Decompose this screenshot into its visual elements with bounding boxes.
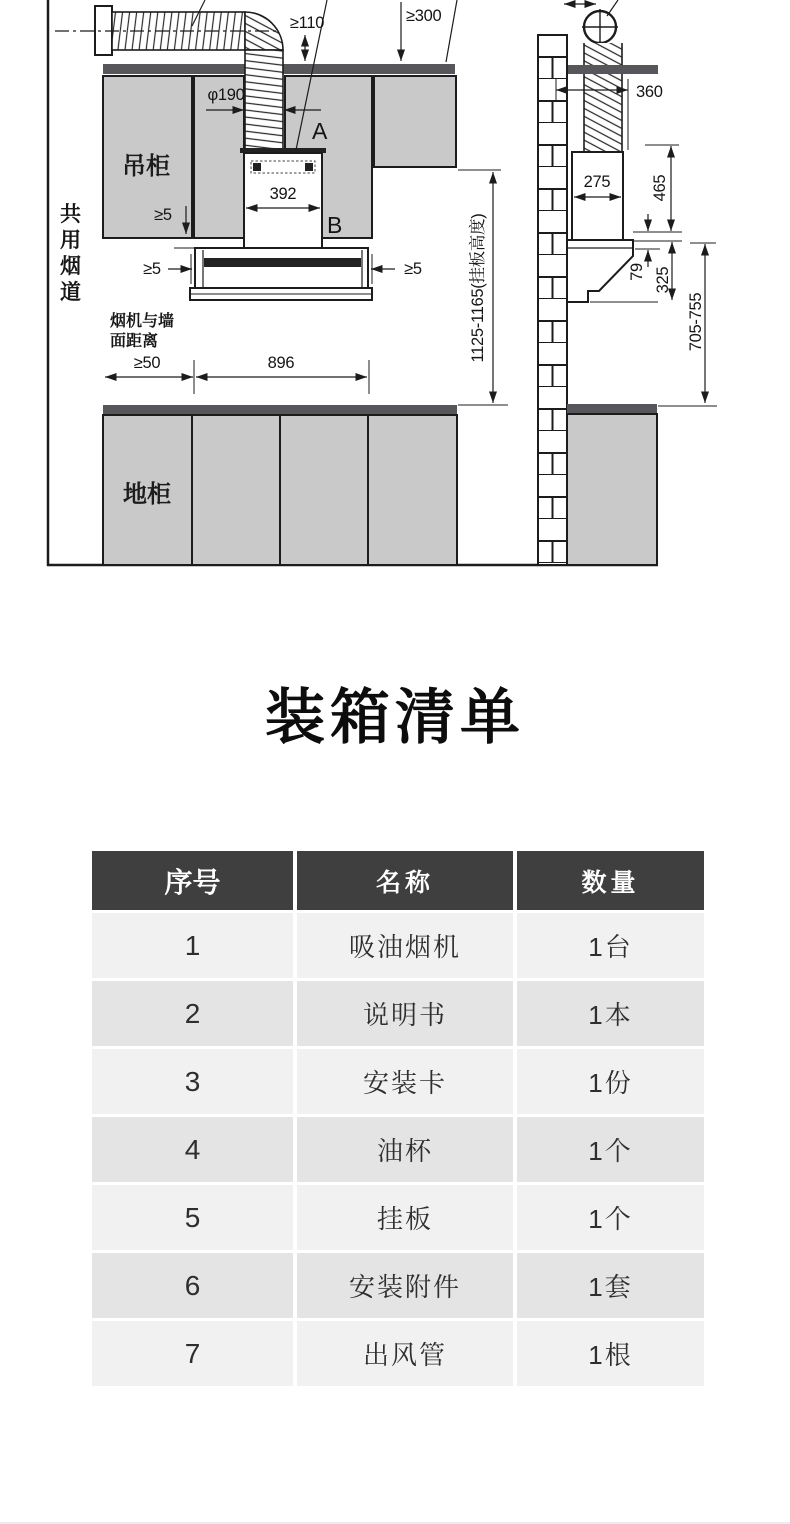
dim-outlet-width: 392 [269,185,297,203]
brick-wall [538,35,567,565]
countertop-slab-side [567,404,657,414]
table-row [92,981,704,1046]
mount-screw [305,163,313,171]
dim-duct-diameter: φ190 [207,86,245,104]
table-row [92,1321,704,1386]
row-name-cell: 说明书 [297,981,513,1046]
dim-chimney-depth: 275 [583,173,611,191]
row-name-cell: 出风管 [297,1321,513,1386]
dim-above-clearance: ≥300 [406,7,442,25]
base-cabinet-side [567,414,657,565]
dim-mounting-height: 1125-1165(挂板高度) [469,213,487,363]
countertop-slab [103,405,457,415]
point-a-label: A [312,118,328,144]
ceiling-slab-side [568,65,658,74]
hood-body-side [567,240,633,302]
side-duct [584,43,622,152]
packing-list [88,848,712,1389]
dim-top-section: 79 [628,263,646,281]
row-name-cell: 安装卡 [297,1049,513,1114]
base-cabinet-label: 地柜 [123,481,171,508]
column-header-qty: 数量 [517,851,704,910]
shared-flue-label: 共用烟道 [60,203,81,304]
column-header-name: 名称 [297,851,513,910]
table-row [92,1253,704,1318]
table-row [92,913,704,978]
dim-chimney-height: 465 [651,174,669,202]
dim-side-gap-left: ≥5 [143,260,161,278]
row-no-cell: 7 [92,1321,293,1386]
row-no-cell: 5 [92,1185,293,1250]
vertical-duct [245,50,283,150]
row-no-cell: 3 [92,1049,293,1114]
row-name-cell: 吸油烟机 [297,913,513,978]
row-qty-cell: 1个 [517,1117,704,1182]
wall-cabinet-label: 吊柜 [122,153,170,180]
dim-duct-to-ceiling: ≥110 [289,14,325,32]
row-qty-cell: 1份 [517,1049,704,1114]
hood-body [195,248,368,288]
table-row [92,1049,704,1114]
packing-list-table [88,848,708,1389]
table-row [92,1185,704,1250]
dim-cabinet-gap: ≥5 [154,206,172,224]
installation-diagram-svg [0,0,790,600]
row-qty-cell: 1台 [517,913,704,978]
row-qty-cell: 1套 [517,1253,704,1318]
table-header-row [92,851,704,910]
row-qty-cell: 1根 [517,1321,704,1386]
packing-list-title: 装箱清单 [265,684,525,751]
hood-chimney-side [572,152,623,240]
row-no-cell: 6 [92,1253,293,1318]
row-qty-cell: 1本 [517,981,704,1046]
point-b-label: B [327,212,343,238]
row-name-cell: 油杯 [297,1117,513,1182]
dim-wall-clearance: ≥50 [133,354,161,372]
dim-hood-width: 896 [267,354,295,372]
installation-diagram [0,0,790,600]
row-qty-cell: 1个 [517,1185,704,1250]
dim-side-gap-right: ≥5 [404,260,422,278]
hood-wall-distance-note: 烟机与墙面距离 [110,313,175,350]
dim-body-height: 325 [654,266,672,294]
row-no-cell: 4 [92,1117,293,1182]
row-name-cell: 安装附件 [297,1253,513,1318]
row-no-cell: 2 [92,981,293,1046]
table-row [92,1117,704,1182]
row-name-cell: 挂板 [297,1185,513,1250]
mount-screw [253,163,261,171]
column-header-no: 序号 [92,851,293,910]
dim-total-depth: 360 [636,83,663,101]
row-no-cell: 1 [92,913,293,978]
dim-hood-to-counter: 705-755 [687,292,705,352]
wall-cabinet-panel [374,76,456,167]
